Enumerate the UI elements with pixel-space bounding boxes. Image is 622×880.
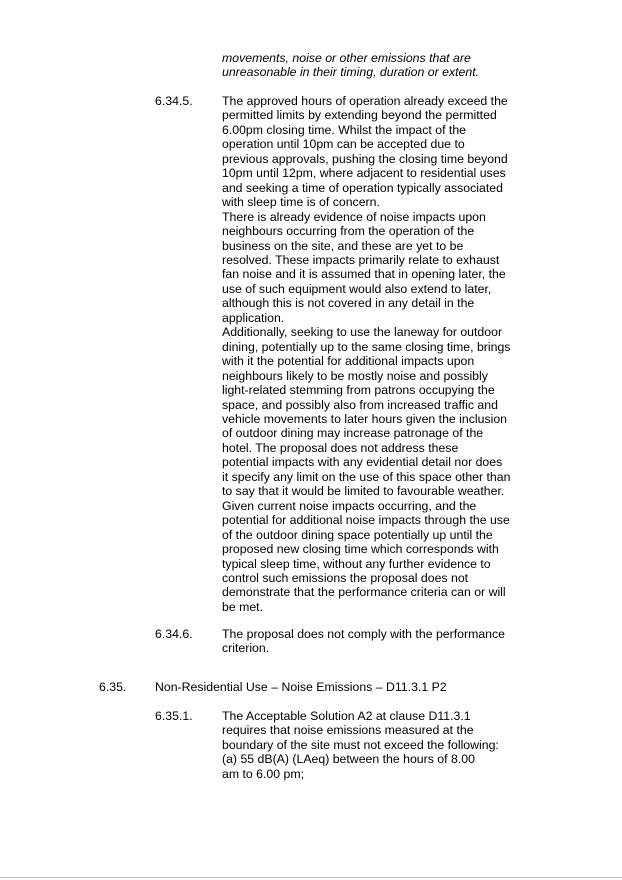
text-line: to say that it would be limited to favourable weather. <box>222 484 505 499</box>
text-line: with sleep time is of concern. <box>222 195 380 210</box>
text-line: boundary of the site must not exceed the following: <box>222 737 499 752</box>
text-line: permitted limits by extending beyond the permitted <box>222 108 497 123</box>
quote-line: unreasonable in their timing, duration or extent. <box>222 65 480 80</box>
text-line: am to 6.00 pm; <box>222 766 305 781</box>
text-line: hotel. The proposal does not address these <box>222 440 459 455</box>
text-line: operation until 10pm can be accepted due to <box>222 137 465 152</box>
text-line: although this is not covered in any detail in the <box>222 296 475 311</box>
text-line: typical sleep time, without any further evidence to <box>222 556 491 571</box>
text-line: control such emissions the proposal does not <box>222 570 469 585</box>
text-line: space, and possibly also from increased traffic and <box>222 397 498 412</box>
text-line: business on the site, and these are yet to be <box>222 238 464 253</box>
clause-6-35-1-text <box>222 709 499 781</box>
text-line: potential impacts with any evidential detail nor does <box>222 455 503 470</box>
clause-number-6-34-6: 6.34.6. <box>155 627 193 641</box>
text-line: of the outdoor dining space potentially up until the <box>222 527 493 542</box>
text-line: proposed new closing time which corresponds with <box>222 542 499 557</box>
quote-line: movements, noise or other emissions that are <box>222 51 471 65</box>
text-line: requires that noise emissions measured at the <box>222 723 474 738</box>
clause-number-6-34-5: 6.34.5. <box>155 94 193 108</box>
text-line: of outdoor dining may increase patronage of the <box>222 426 484 441</box>
text-line: The approved hours of operation already exceed the <box>222 94 508 108</box>
text-line: The proposal does not comply with the performance <box>222 627 505 641</box>
text-line: application. <box>222 310 285 325</box>
text-line: resolved. These impacts primarily relate to exhaust <box>222 252 500 267</box>
text-line: 6.00pm closing time. Whilst the impact of the <box>222 122 466 137</box>
text-line: dining, potentially up to the same closing time, brings <box>222 339 511 354</box>
text-line: neighbours likely to be mostly noise and possibly <box>222 368 488 383</box>
text-line: use of such equipment would also extend to later, <box>222 281 492 296</box>
text-line: 10pm until 12pm, where adjacent to residential uses <box>222 166 506 181</box>
clause-6-34-5-text <box>222 94 510 614</box>
text-line: (a) 55 dB(A) (LAeq) between the hours of 8.00 <box>222 752 475 767</box>
text-line: There is already evidence of noise impacts upon <box>222 209 486 224</box>
section-number-6-35: 6.35. <box>99 680 127 694</box>
text-line: Given current noise impacts occurring, and the <box>222 498 477 513</box>
text-line: and seeking a time of operation typically associated <box>222 180 503 195</box>
clause-6-34-6-text <box>222 627 505 656</box>
text-line: previous approvals, pushing the closing time beyond <box>222 151 508 166</box>
text-line: Additionally, seeking to use the laneway for outdoor <box>222 325 503 340</box>
text-line: vehicle movements to later hours given the inclusion <box>222 411 508 426</box>
section-heading-6-35: Non-Residential Use – Noise Emissions – D11.3.1 P2 <box>155 680 447 694</box>
text-line: potential for additional noise impacts through the use <box>222 513 510 528</box>
text-line: criterion. <box>222 641 270 656</box>
page-bottom-edge <box>0 877 622 878</box>
quote-tail <box>222 51 479 80</box>
text-line: fan noise and it is assumed that in opening later, the <box>222 267 506 282</box>
text-line: with it the potential for additional impacts upon <box>222 354 475 369</box>
clause-number-6-35-1: 6.35.1. <box>155 709 193 723</box>
text-line: demonstrate that the performance criteria can or will <box>222 585 506 600</box>
text-line: neighbours occurring from the operation of the <box>222 224 475 239</box>
text-line: light-related stemming from patrons occupying the <box>222 383 495 398</box>
text-line: The Acceptable Solution A2 at clause D11.3.1 <box>222 709 471 723</box>
text-line: it specify any limit on the use of this space other than <box>222 469 511 484</box>
text-line: be met. <box>222 599 264 614</box>
